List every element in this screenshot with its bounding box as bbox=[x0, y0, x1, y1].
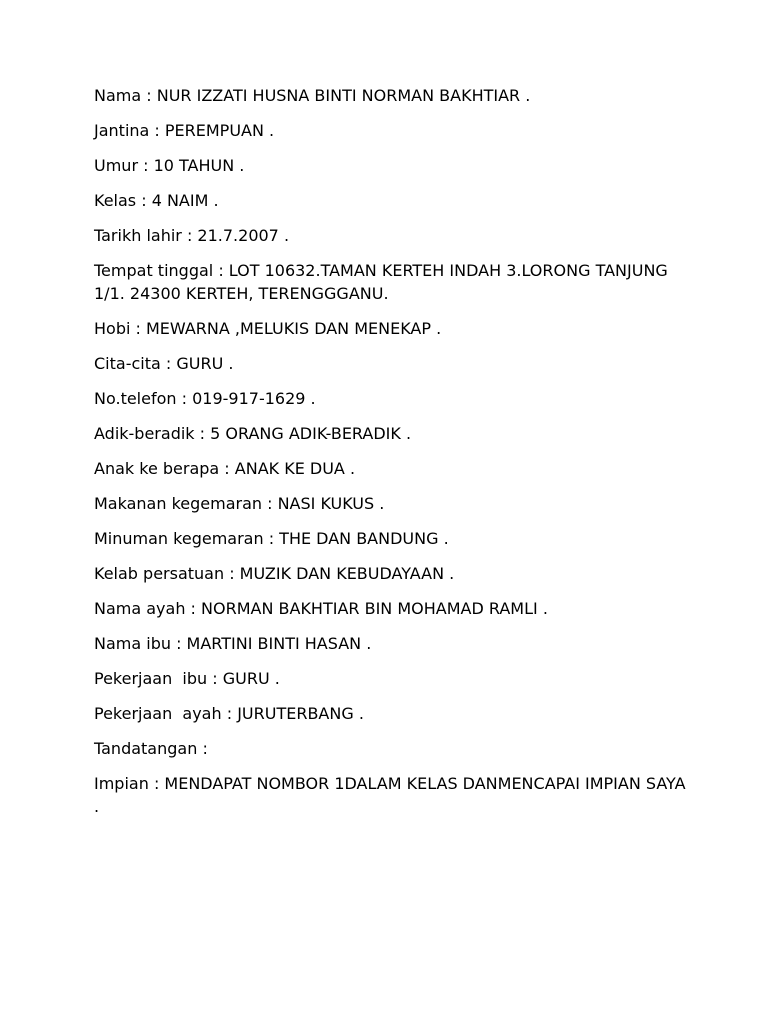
field-hobi: Hobi : MEWARNA ,MELUKIS DAN MENEKAP . bbox=[94, 319, 442, 338]
field-cita-cita: Cita-cita : GURU . bbox=[94, 354, 234, 373]
field-nama-ibu: Nama ibu : MARTINI BINTI HASAN . bbox=[94, 634, 372, 653]
field-nama-ayah: Nama ayah : NORMAN BAKHTIAR BIN MOHAMAD RAMLI . bbox=[94, 599, 548, 618]
document-body bbox=[94, 84, 694, 830]
field-tandatangan: Tandatangan : bbox=[94, 739, 208, 758]
field-impian: Impian : MENDAPAT NOMBOR 1DALAM KELAS DANMENCAPAI IMPIAN SAYA . bbox=[94, 774, 691, 816]
field-anak-ke-berapa: Anak ke berapa : ANAK KE DUA . bbox=[94, 459, 356, 478]
field-adik-beradik: Adik-beradik : 5 ORANG ADIK-BERADIK . bbox=[94, 424, 412, 443]
field-pekerjaan-ibu: Pekerjaan ibu : GURU . bbox=[94, 669, 280, 688]
field-kelab-persatuan: Kelab persatuan : MUZIK DAN KEBUDAYAAN . bbox=[94, 564, 455, 583]
field-no-telefon: No.telefon : 019-917-1629 . bbox=[94, 389, 316, 408]
field-makanan-kegemaran: Makanan kegemaran : NASI KUKUS . bbox=[94, 494, 385, 513]
field-pekerjaan-ayah: Pekerjaan ayah : JURUTERBANG . bbox=[94, 704, 364, 723]
field-umur: Umur : 10 TAHUN . bbox=[94, 156, 245, 175]
field-jantina: Jantina : PEREMPUAN . bbox=[94, 121, 275, 140]
field-tarikh-lahir: Tarikh lahir : 21.7.2007 . bbox=[94, 226, 290, 245]
field-nama: Nama : NUR IZZATI HUSNA BINTI NORMAN BAKHTIAR . bbox=[94, 86, 531, 105]
field-kelas: Kelas : 4 NAIM . bbox=[94, 191, 219, 210]
field-minuman-kegemaran: Minuman kegemaran : THE DAN BANDUNG . bbox=[94, 529, 449, 548]
field-tempat-tinggal: Tempat tinggal : LOT 10632.TAMAN KERTEH INDAH 3.LORONG TANJUNG 1/1. 24300 KERTEH, TERENGGGANU. bbox=[94, 261, 673, 303]
